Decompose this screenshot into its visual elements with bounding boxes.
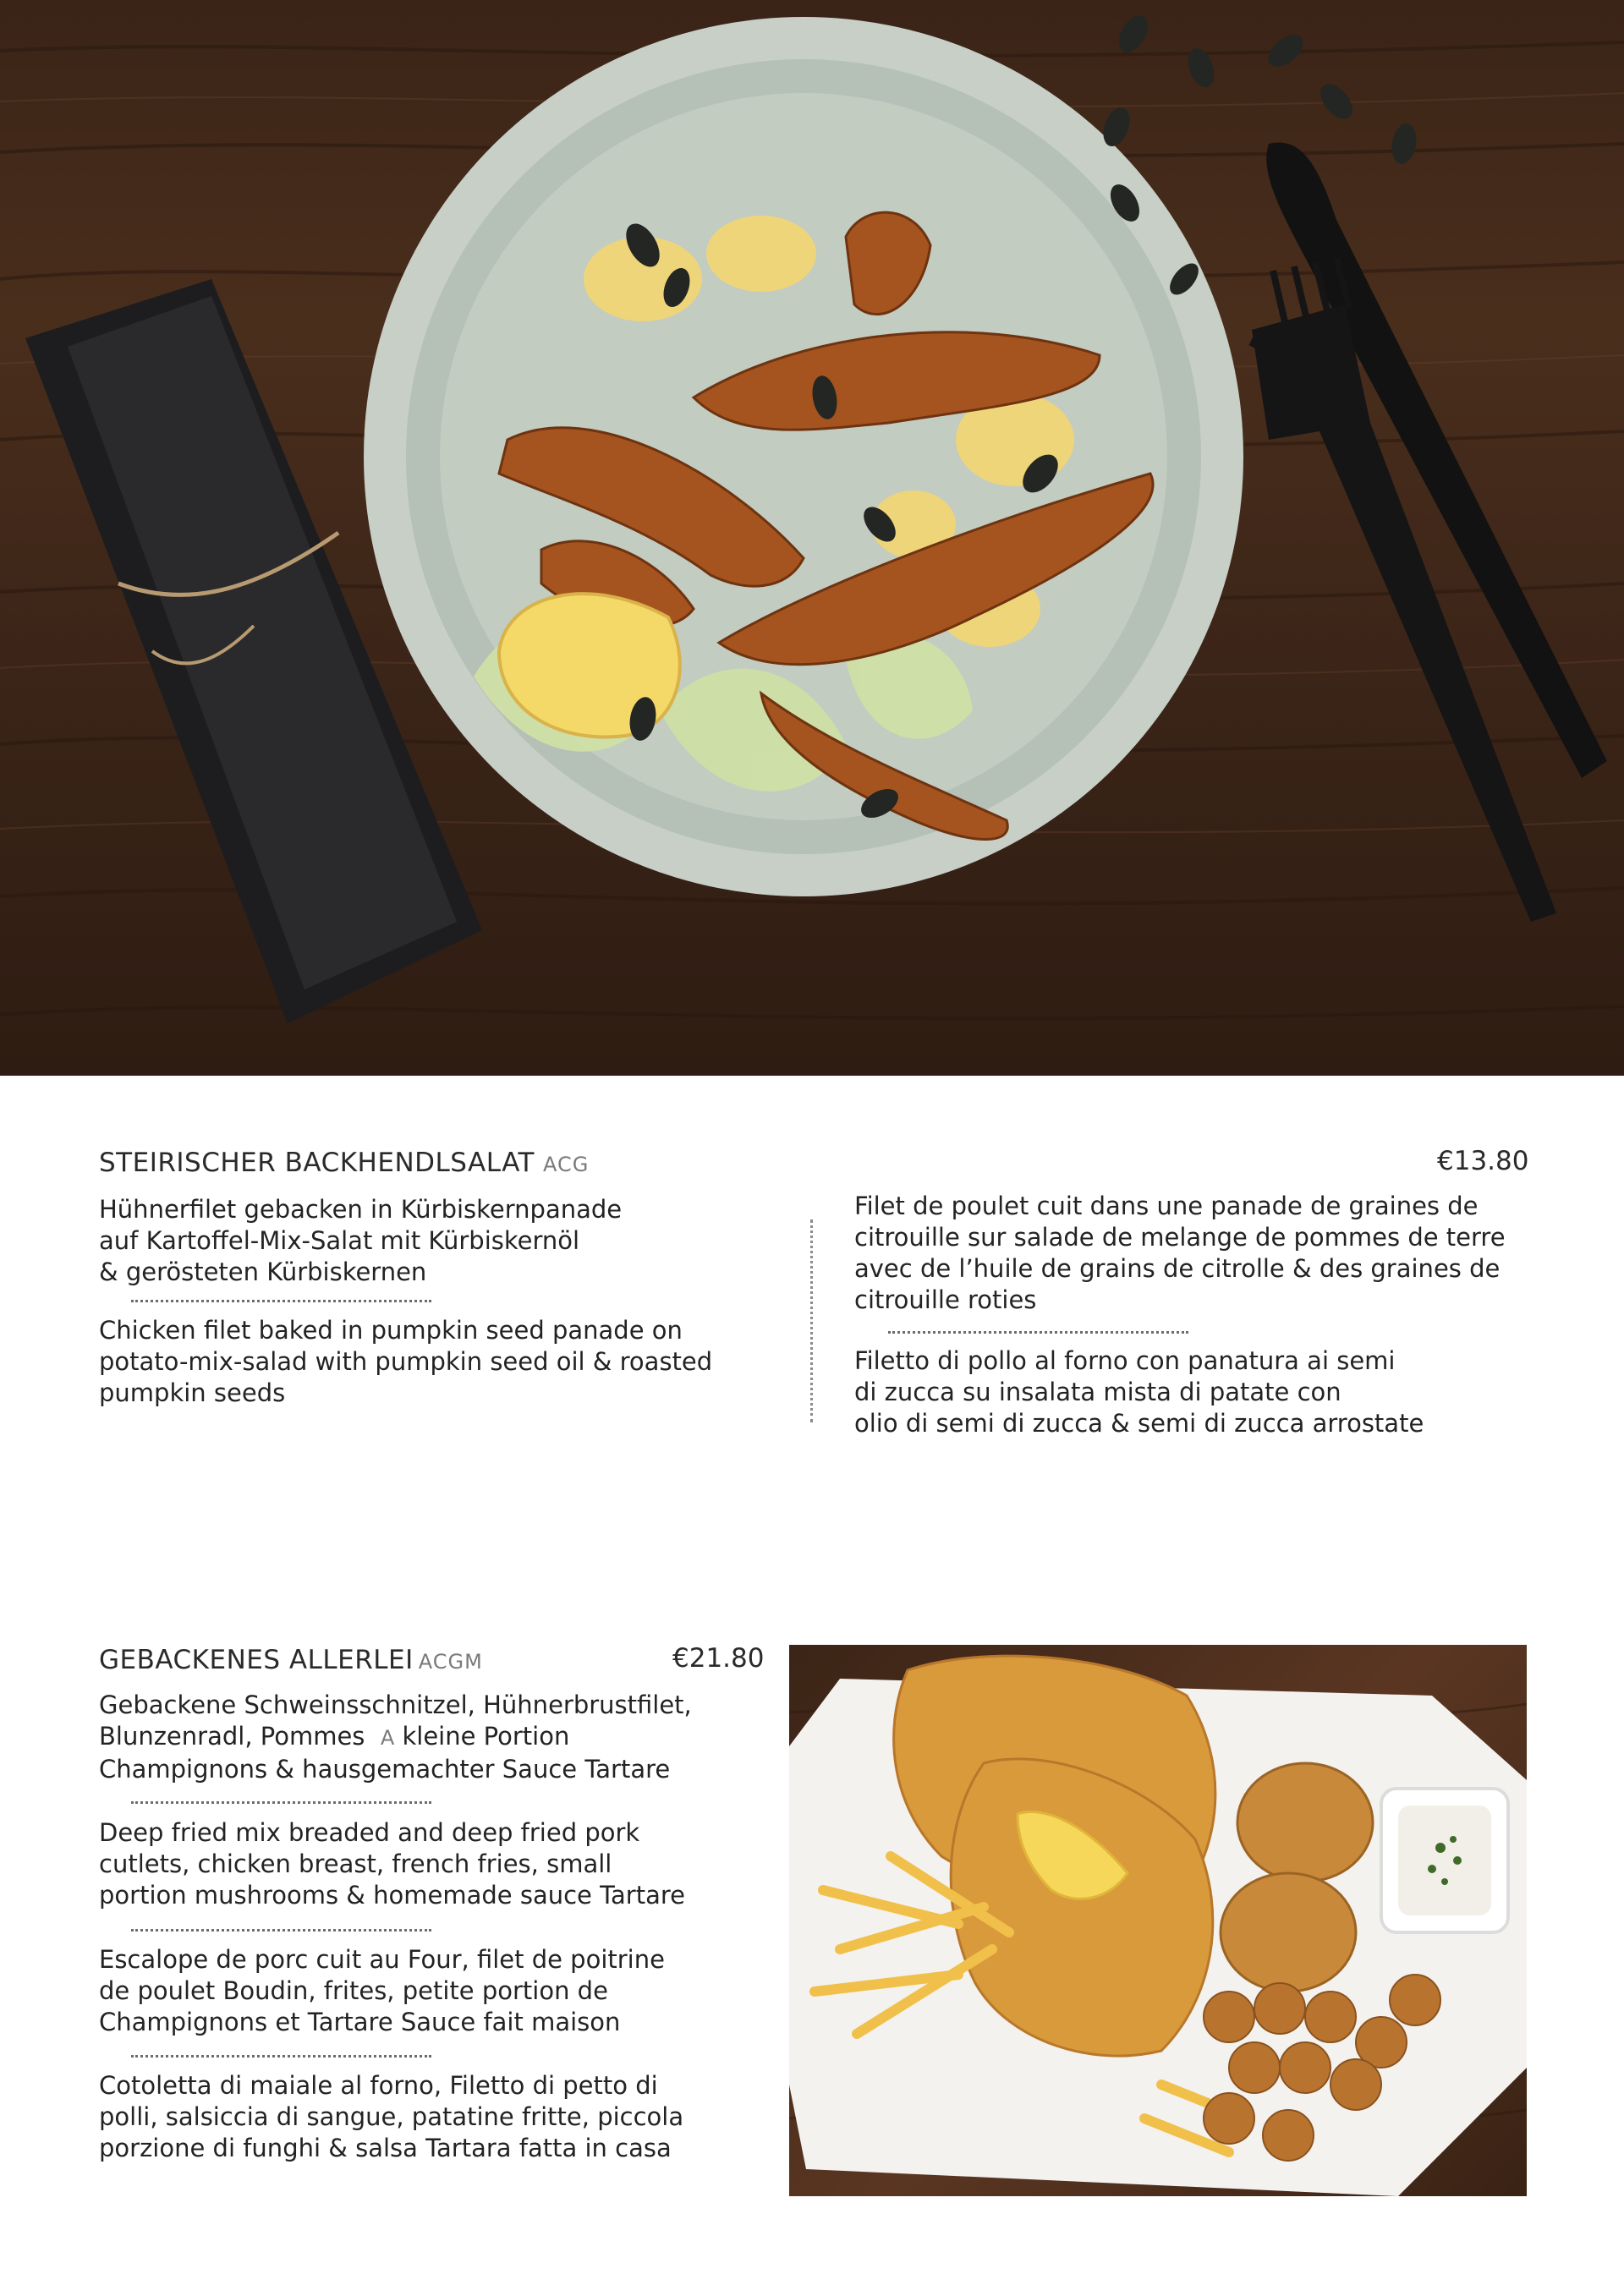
divider-dotted (131, 1801, 431, 1804)
dish1-de-line: auf Kartoffel-Mix-Salat mit Kürbiskernöl (99, 1226, 580, 1255)
dish1-description-en (99, 1315, 712, 1409)
dish2-inline-allergen: A (380, 1726, 395, 1750)
divider-dotted (131, 2055, 431, 2058)
dish2-price: €21.80 (672, 1643, 765, 1674)
dish1-de-line: Hühnerfilet gebacken in Kürbiskernpanade (99, 1195, 623, 1224)
divider-dotted (888, 1331, 1188, 1334)
dish2-it-line: polli, salsiccia di sangue, patatine fritte, piccola (99, 2102, 684, 2131)
dish1-en-line: potato-mix-salad with pumpkin seed oil & roasted (99, 1347, 713, 1376)
dish1-fr-line: citrouille roties (854, 1285, 1037, 1314)
dish2-en-line: portion mushrooms & homemade sauce Tartare (99, 1881, 685, 1910)
dish1-fr-line: citrouille sur salade de melange de pommes de terre (854, 1223, 1506, 1252)
divider-dotted (131, 1300, 431, 1302)
dish1-description-it (854, 1345, 1424, 1439)
dish2-de-line2-b: kleine Portion (402, 1722, 570, 1751)
divider-dotted (131, 1929, 431, 1932)
photo-fried-platter (789, 1645, 1527, 2196)
dish2-de-line (99, 1721, 692, 1754)
fried-platter-illustration (789, 1645, 1527, 2196)
hero-photo-illustration (0, 0, 1624, 1076)
dish2-de-line: Champignons & hausgemachter Sauce Tartare (99, 1755, 671, 1784)
dish2-description-de (99, 1690, 692, 1785)
dish2-allergens: ACGM (418, 1650, 483, 1674)
dish2-title (99, 1645, 483, 1675)
dish1-allergens: ACG (542, 1153, 590, 1176)
dish2-de-line2-a: Blunzenradl, Pommes (99, 1722, 365, 1751)
dish2-title-text: GEBACKENES ALLERLEI (99, 1645, 414, 1675)
dish2-description-en (99, 1817, 685, 1911)
dish2-description-it (99, 2070, 683, 2164)
fork-and-knife (1252, 142, 1607, 922)
dish2-fr-line: Champignons et Tartare Sauce fait maison (99, 2008, 621, 2036)
dish2-it-line: porzione di funghi & salsa Tartara fatta in casa (99, 2134, 672, 2162)
dish2-description-fr (99, 1944, 665, 2038)
dish2-fr-line: de poulet Boudin, frites, petite portion de (99, 1976, 608, 2005)
dish1-de-line: & gerösteten Kürbiskernen (99, 1258, 427, 1286)
dish1-en-line: pumpkin seeds (99, 1378, 286, 1407)
hero-photo-chicken-salad (0, 0, 1624, 1076)
dish1-fr-line: Filet de poulet cuit dans une panade de graines de (854, 1192, 1479, 1220)
dish1-it-line: olio di semi di zucca & semi di zucca arrostate (854, 1409, 1424, 1438)
dish1-fr-line: avec de l’huile de grains de citrolle & des graines de (854, 1254, 1501, 1283)
dish2-en-line: Deep fried mix breaded and deep fried pork (99, 1818, 640, 1847)
dish2-fr-line: Escalope de porc cuit au Four, filet de poitrine (99, 1945, 665, 1974)
dish1-en-line: Chicken filet baked in pumpkin seed panade on (99, 1316, 683, 1345)
column-divider-dotted (810, 1219, 813, 1422)
dish2-de-line: Gebackene Schweinsschnitzel, Hühnerbrustfilet, (99, 1690, 692, 1719)
dish1-description-fr (854, 1191, 1506, 1316)
dish2-en-line: cutlets, chicken breast, french fries, small (99, 1849, 612, 1878)
dish1-price: €13.80 (1437, 1146, 1529, 1176)
dish2-it-line: Cotoletta di maiale al forno, Filetto di petto di (99, 2071, 658, 2100)
dish1-title-text: STEIRISCHER BACKHENDLSALAT (99, 1148, 535, 1178)
dish1-it-line: Filetto di pollo al forno con panatura ai semi (854, 1346, 1396, 1375)
dish1-description-de (99, 1194, 622, 1288)
dish1-title (99, 1148, 589, 1178)
dish1-it-line: di zucca su insalata mista di patate con (854, 1378, 1341, 1406)
